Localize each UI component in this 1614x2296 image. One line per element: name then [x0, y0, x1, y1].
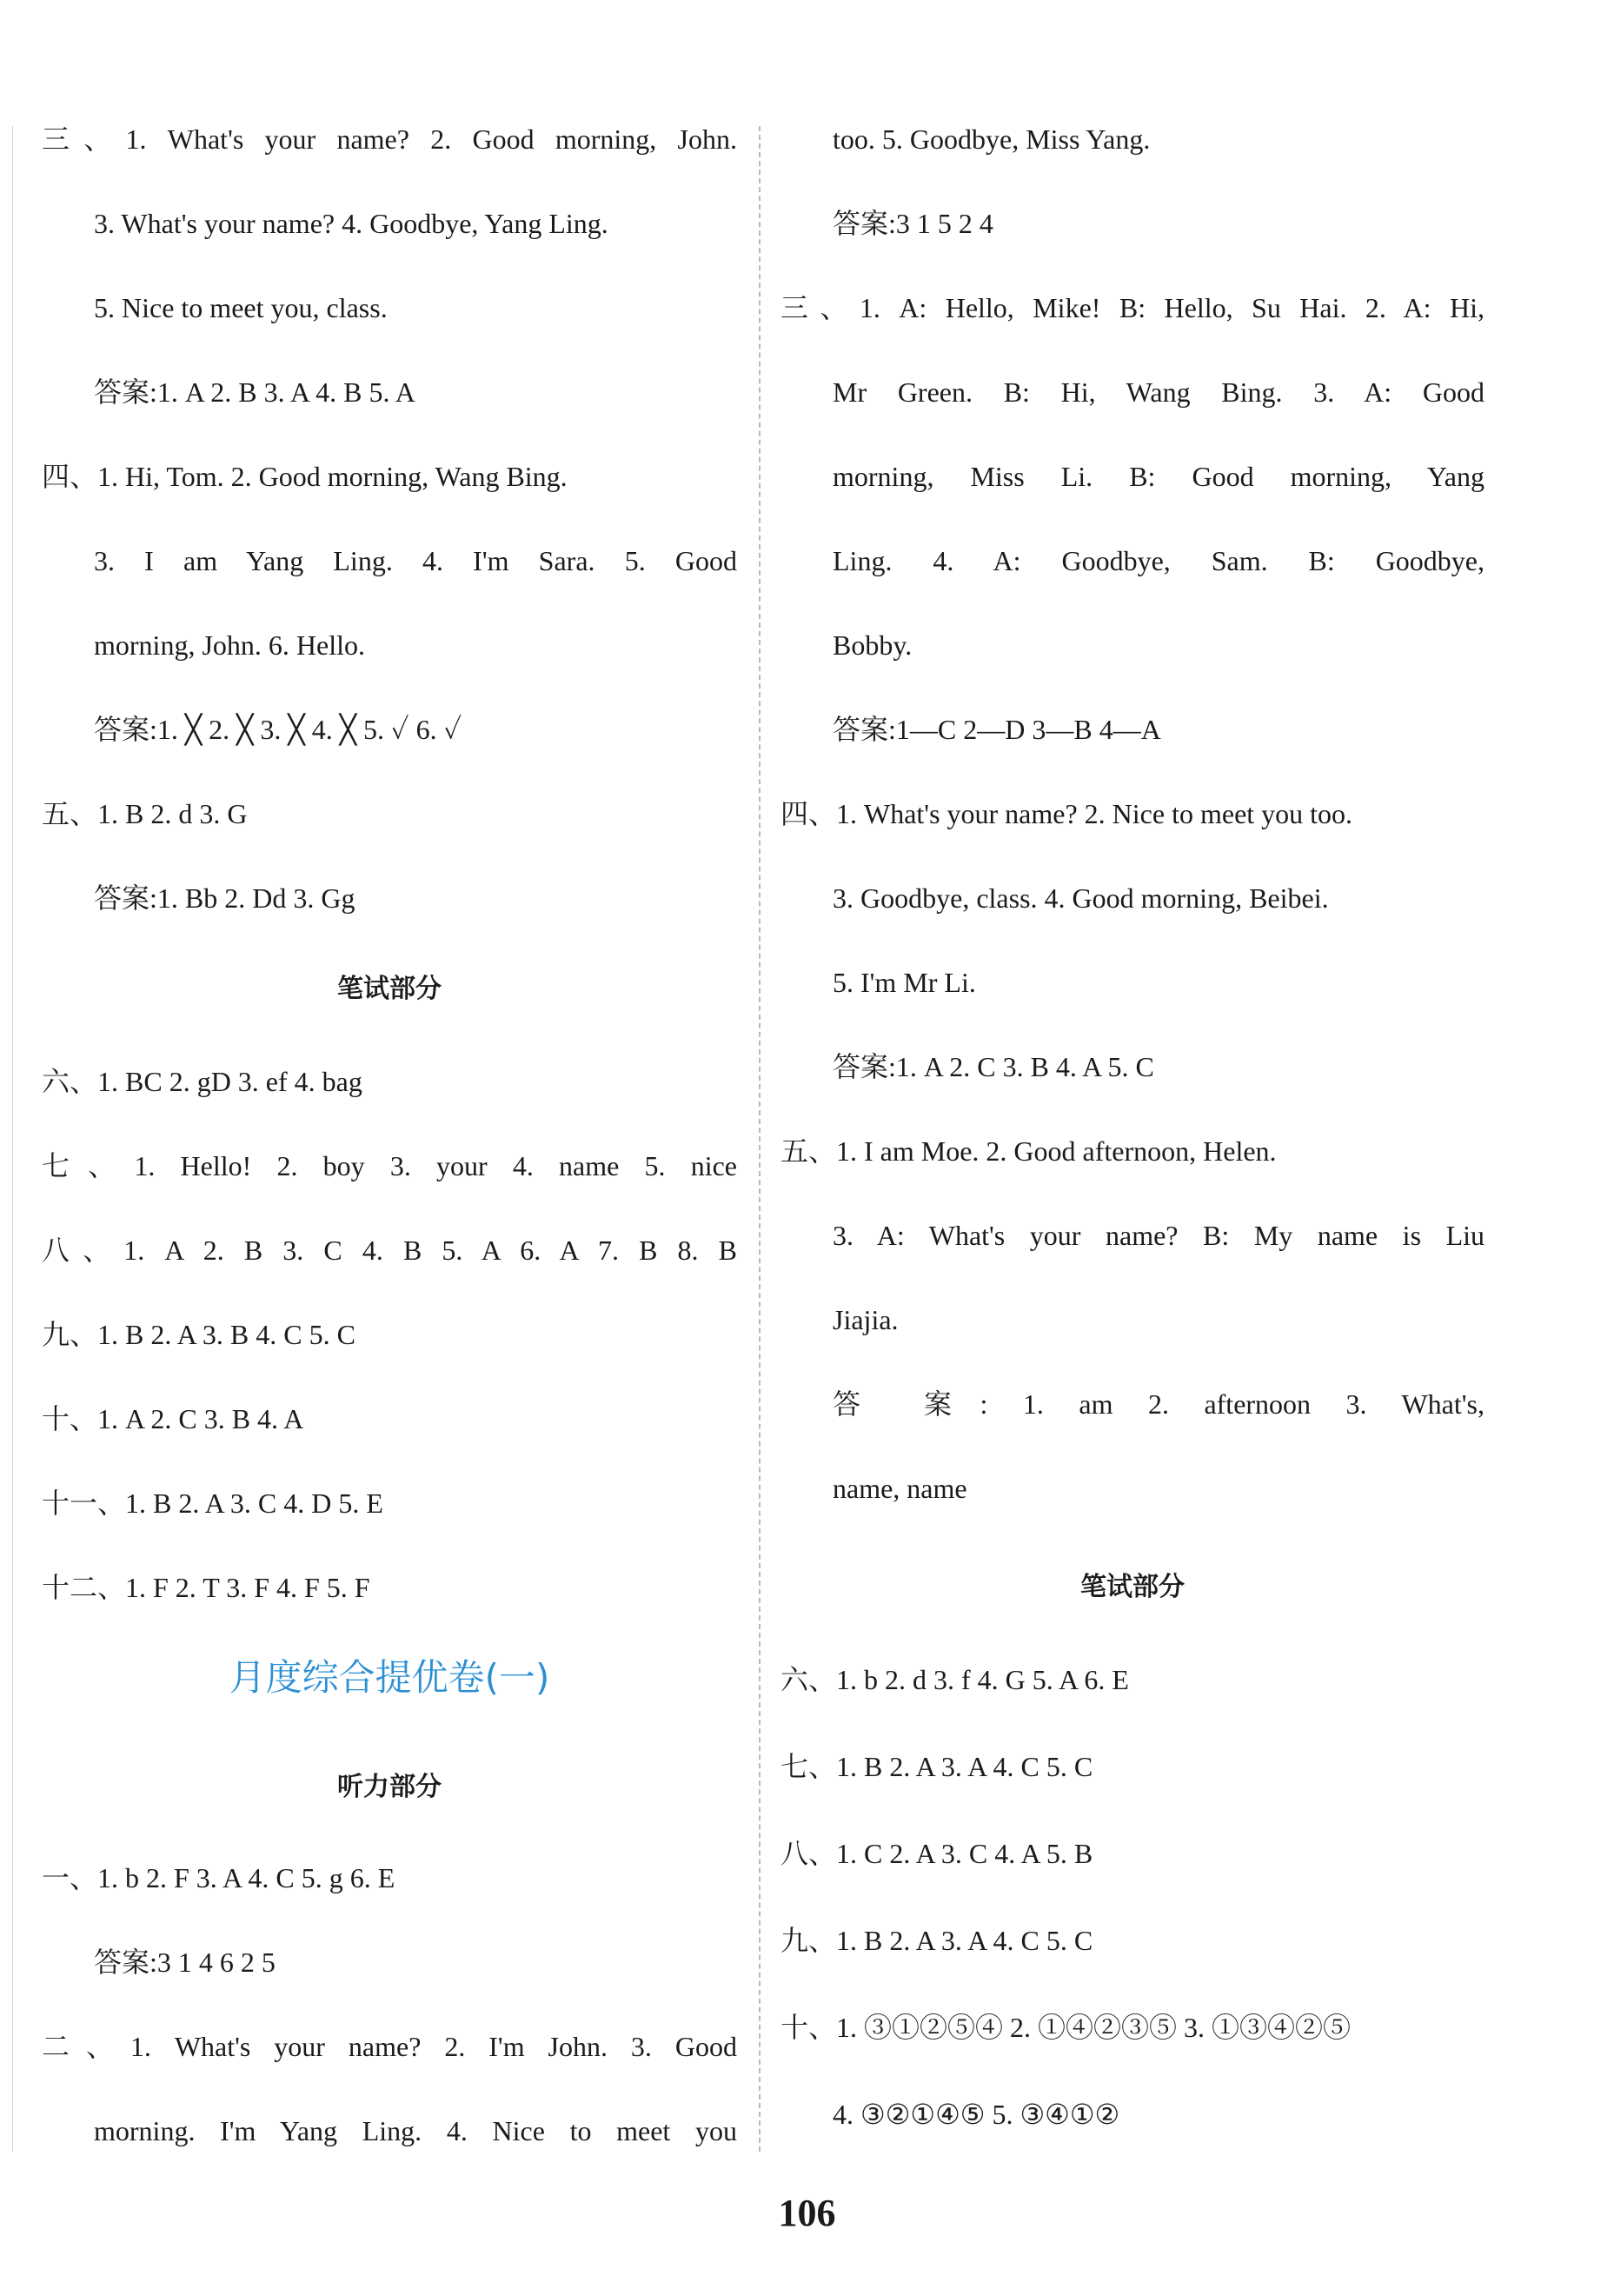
- section-heading-written: 笔试部分: [337, 974, 442, 1004]
- answer-line: 六、1. b 2. d 3. f 4. G 5. A 6. E: [780, 1664, 1129, 1695]
- answer-key-line: 答案:1. A 2. C 3. B 4. A 5. C: [833, 1051, 1154, 1082]
- answer-key-line: 答案:3 1 5 2 4: [833, 208, 993, 239]
- answer-line: 4. ③②①④⑤ 5. ③④①②: [833, 2099, 1120, 2130]
- left-margin-rule: [12, 126, 13, 2152]
- answer-line: 一、1. b 2. F 3. A 4. C 5. g 6. E: [42, 1862, 395, 1893]
- answer-line: 九、1. B 2. A 3. A 4. C 5. C: [780, 1925, 1093, 1956]
- answer-line: 九、1. B 2. A 3. B 4. C 5. C: [42, 1319, 355, 1350]
- answer-line: too. 5. Goodbye, Miss Yang.: [833, 123, 1151, 155]
- answer-line: 四、1. Hi, Tom. 2. Good morning, Wang Bing.: [42, 461, 568, 492]
- section-heading-listening: 听力部分: [337, 1772, 442, 1802]
- answer-line: 三、1. A: Hello, Mike! B: Hello, Su Hai. 2. A: Hi,: [780, 292, 1484, 323]
- column-divider: [759, 126, 761, 2152]
- answer-line: 五、1. I am Moe. 2. Good afternoon, Helen.: [780, 1135, 1277, 1167]
- answer-line: 七、1. B 2. A 3. A 4. C 5. C: [780, 1751, 1093, 1782]
- answer-line: 3. What's your name? 4. Goodbye, Yang Ling.: [94, 208, 608, 239]
- answer-key-line: 答案:3 1 4 6 2 5: [94, 1947, 276, 1978]
- answer-line: 十、1. ③①②⑤④ 2. ①④②③⑤ 3. ①③④②⑤: [780, 2012, 1352, 2043]
- answer-line: morning, Miss Li. B: Good morning, Yang: [833, 461, 1484, 492]
- answer-line: 十二、1. F 2. T 3. F 4. F 5. F: [42, 1572, 370, 1603]
- answer-line: Jiajia.: [833, 1304, 899, 1335]
- answer-line: morning. I'm Yang Ling. 4. Nice to meet you: [94, 2115, 737, 2146]
- answer-line: Mr Green. B: Hi, Wang Bing. 3. A: Good: [833, 376, 1484, 408]
- answer-key-line: 答案:1. A 2. B 3. A 4. B 5. A: [94, 376, 415, 408]
- section-heading-written: 笔试部分: [1080, 1572, 1185, 1602]
- answer-line: 四、1. What's your name? 2. Nice to meet you too.: [780, 798, 1353, 829]
- answer-line: 八、1. A 2. B 3. C 4. B 5. A 6. A 7. B 8. B: [42, 1235, 737, 1266]
- answer-line: 5. Nice to meet you, class.: [94, 292, 388, 323]
- answer-line: 三、1. What's your name? 2. Good morning, John.: [42, 123, 737, 155]
- answer-line: 3. I am Yang Ling. 4. I'm Sara. 5. Good: [94, 545, 737, 576]
- answer-key-line: 答案:1. ╳ 2. ╳ 3. ╳ 4. ╳ 5. ✓ 6. ✓: [94, 714, 462, 745]
- answer-line: morning, John. 6. Hello.: [94, 629, 365, 661]
- answer-line: Ling. 4. A: Goodbye, Sam. B: Goodbye,: [833, 545, 1484, 576]
- answer-line: 二、1. What's your name? 2. I'm John. 3. Good: [42, 2031, 737, 2062]
- answer-line: 八、1. C 2. A 3. C 4. A 5. B: [780, 1838, 1093, 1869]
- answer-line: 3. Goodbye, class. 4. Good morning, Beibei.: [833, 882, 1329, 914]
- answer-line: 5. I'm Mr Li.: [833, 967, 976, 998]
- answer-key-line: 答 案: 1. am 2. afternoon 3. What's,: [833, 1388, 1484, 1420]
- answer-line: 七、1. Hello! 2. boy 3. your 4. name 5. nice: [42, 1150, 737, 1181]
- answer-line: 十一、1. B 2. A 3. C 4. D 5. E: [42, 1487, 383, 1519]
- answer-line: 3. A: What's your name? B: My name is Liu: [833, 1220, 1484, 1251]
- answer-line: 十、1. A 2. C 3. B 4. A: [42, 1403, 304, 1434]
- answer-line: 五、1. B 2. d 3. G: [42, 798, 248, 829]
- answer-key-line: 答案:1—C 2—D 3—B 4—A: [833, 714, 1161, 745]
- test-title: 月度综合提优卷(一): [229, 1656, 550, 1699]
- answer-key-line: 答案:1. Bb 2. Dd 3. Gg: [94, 882, 355, 914]
- answer-line: 六、1. BC 2. gD 3. ef 4. bag: [42, 1066, 362, 1097]
- answer-line: Bobby.: [833, 629, 913, 661]
- page-number: 106: [778, 2192, 836, 2234]
- answer-line: name, name: [833, 1473, 967, 1504]
